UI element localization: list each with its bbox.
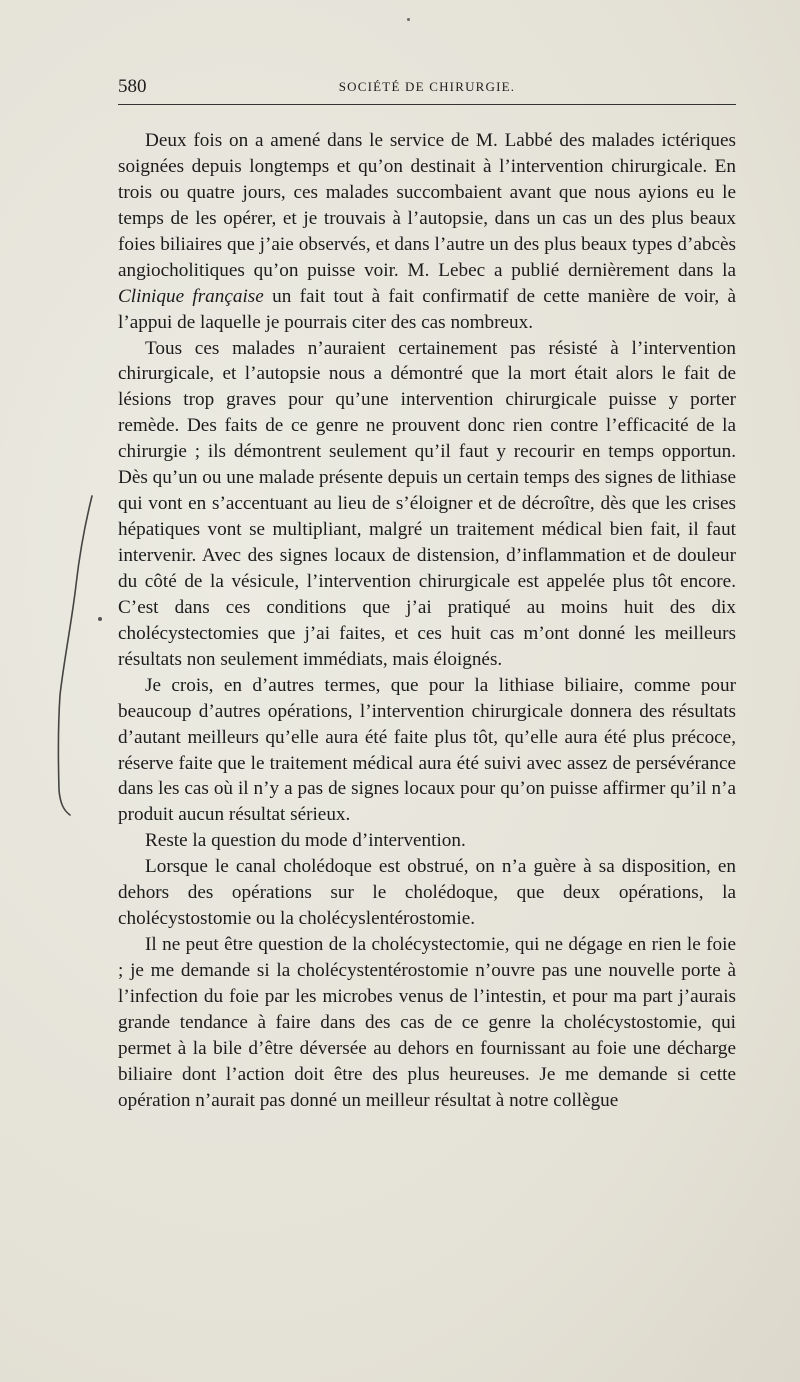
paragraph-1-end: un fait tout à fait confirmatif de cette manière de voir, à l’appui de laquelle je pourrais citer des cas nombreux. [118, 285, 736, 333]
ink-speck [407, 18, 410, 21]
page-number: 580 [118, 76, 147, 97]
margin-bracket-annotation [36, 490, 106, 820]
paragraph-1-text: Deux fois on a amené dans le service de M. Labbé des malades ictériques soignées depuis longtemps et qu’on destinait à l’intervention chirurgicale. En trois ou quatre jours, ces malades succombaient avant que nous ayions eu le temps de les opérer, et je trouvais à l’autopsie, dans un cas un des plus beaux foies biliaires que j’aie observés, et dans l’autre un des plus beaux types d’abcès angiocholitiques qu’on puisse voir. M. Lebec a publié dernièrement dans la [118, 130, 736, 281]
header-rule [118, 104, 736, 105]
paragraph-2: Tous ces malades n’auraient certainement pas résisté à l’intervention chirurgicale, et l’autopsie nous a démontré que la mort était alors le fait de lésions trop graves pour qu’une intervention chirurgicale puisse y porter remède. Des faits de ce genre ne prouvent donc rien contre l’efficacité de la chirurgie ; ils démontrent seulement qu’il faut y recourir en temps opportun. Dès qu’un ou une malade présente depuis un certain temps des signes de lithiase qui vont en s’accentuant au lieu de s’éloigner et de décroître, dès que les crises hépatiques vont se multipliant, malgré un traitement médical bien fait, il faut intervenir. Avec des signes locaux de distension, d’inflammation et de douleur du côté de la vésicule, l’intervention chirurgicale est appelée plus tôt encore. C’est dans ces conditions que j’ai pratiqué au moins huit des dix cholécystectomies que j’ai faites, et ces huit cas m’ont donné les meilleurs résultats non seulement immédiats, mais éloignés. [118, 337, 736, 670]
running-head [118, 76, 736, 100]
running-title: SOCIÉTÉ DE CHIRURGIE. [338, 79, 516, 94]
paragraph-1 [118, 128, 736, 336]
body-text [118, 128, 736, 1114]
paragraph-6: Il ne peut être question de la cholécystectomie, qui ne dégage en rien le foie ; je me demande si la cholécystentérostomie n’ouvre pas une nouvelle porte à l’infection du foie par les microbes venus de l’intestin, et pour ma part j’aurais grande tendance à faire dans des cas de ce genre la cholécystostomie, qui permet à la bile d’être déversée au dehors en fournissant au foie une décharge biliaire dont l’action doit être des plus heureuses. Je me demande si cette opération n’aurait pas donné un meilleur résultat à notre collègue [118, 934, 736, 1111]
margin-dot [98, 617, 102, 621]
paragraph-3: Je crois, en d’autres termes, que pour la lithiase biliaire, comme pour beaucoup d’autres opérations, l’intervention chirurgicale donnera des résultats d’autant meilleurs qu’elle aura été faite plus tôt, qu’elle aura été plus précoce, réserve faite que le traitement médical aura été suivi avec assez de persévérance dans les cas où il n’y a pas de signes locaux pour qu’on puisse affirmer qu’il n’a produit aucun résultat sérieux. [118, 674, 736, 826]
journal-title: Clinique française [118, 285, 264, 307]
paragraph-5: Lorsque le canal cholédoque est obstrué, on n’a guère à sa disposition, en dehors des opérations sur le cholédoque, que deux opérations, la cholécystostomie ou la cholécyslentérostomie. [118, 856, 736, 930]
paragraph-4: Reste la question du mode d’intervention. [145, 830, 466, 852]
